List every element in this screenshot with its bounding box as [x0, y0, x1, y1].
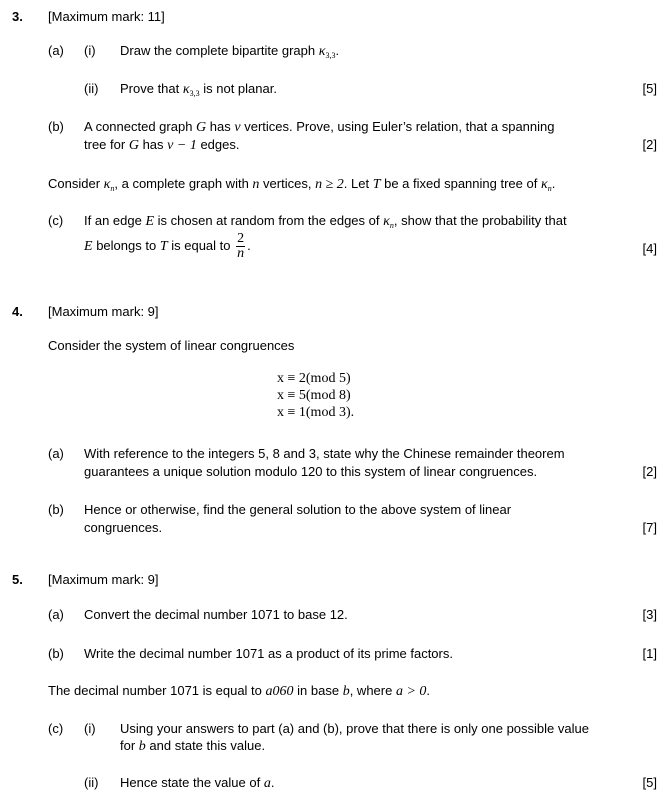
q5-c-ii-text: Hence state the value of a.: [120, 775, 275, 791]
congruence-1: x ≡ 2(mod 5): [277, 371, 351, 386]
q5-b-marks: [1]: [642, 646, 657, 661]
congruence-2: x ≡ 5(mod 8): [277, 388, 351, 403]
q5-a-label: (a): [48, 607, 64, 622]
q3-c-marks: [4]: [642, 241, 657, 256]
q3-c-line2: E belongs to T is equal to $\frac{2}{n}$ .: [84, 231, 251, 262]
q4-b-marks: [7]: [642, 520, 657, 535]
q4-intro: Consider the system of linear congruences: [48, 338, 295, 353]
q3-b-marks: [2]: [642, 137, 657, 152]
q3-a-ii-text: Prove that $\kappa_{3,3}$ is not planar.: [120, 81, 277, 98]
q5-statement: The decimal number 1071 is equal to a060 in base b, where a > 0.: [48, 683, 431, 699]
q5-b-label: (b): [48, 646, 64, 661]
q3-a-label: (a): [48, 43, 64, 58]
q5-b-text: Write the decimal number 1071 as a product of its prime factors.: [84, 646, 453, 661]
q5-number: 5.: [12, 572, 23, 587]
q5-a-marks: [3]: [642, 607, 657, 622]
q5-c-i-line1: Using your answers to part (a) and (b), prove that there is only one possible value: [120, 721, 589, 736]
q4-b-label: (b): [48, 502, 64, 517]
q5-c-marks: [5]: [642, 775, 657, 790]
q5-a-text: Convert the decimal number 1071 to base 12.: [84, 607, 348, 622]
q5-max-mark: [Maximum mark: 9]: [48, 572, 159, 587]
q4-a-line2: guarantees a unique solution modulo 120 to this system of linear congruences.: [84, 464, 538, 479]
q3-consider-statement: Consider $\kappa_n$, a complete graph with n vertices, n ≥ 2. Let T be a fixed spanning tree of $\kappa_n$.: [48, 176, 556, 193]
q3-number: 3.: [12, 9, 23, 24]
q3-b-line1: A connected graph G has v vertices. Prove, using Euler’s relation, that a spanning: [84, 119, 555, 135]
q3-a-i-text: Draw the complete bipartite graph $\kappa_{3,3}$.: [120, 43, 340, 60]
q3-c-line1: If an edge E is chosen at random from the edges of $\kappa_n$, show that the probability that: [84, 213, 567, 230]
q4-a-line1: With reference to the integers 5, 8 and 3, state why the Chinese remainder theorem: [84, 446, 565, 461]
q3-b-label: (b): [48, 119, 64, 134]
q3-b-line2: tree for G has v − 1 edges.: [84, 137, 240, 153]
q4-b-line2: congruences.: [84, 520, 163, 535]
q5-c-i-label: (i): [84, 721, 96, 736]
congruence-3: x ≡ 1(mod 3).: [277, 405, 355, 420]
fraction-2-over-n: $\frac{2}{n}$: [237, 231, 245, 262]
q3-a-ii-label: (ii): [84, 81, 99, 96]
q3-c-label: (c): [48, 213, 64, 228]
q4-max-mark: [Maximum mark: 9]: [48, 304, 159, 319]
q4-number: 4.: [12, 304, 23, 319]
q4-a-label: (a): [48, 446, 64, 461]
q3-a-i-label: (i): [84, 43, 96, 58]
q4-b-line1: Hence or otherwise, find the general solution to the above system of linear: [84, 502, 512, 517]
q5-c-i-line2: for b and state this value.: [120, 738, 266, 754]
q3-a-marks: [5]: [642, 81, 657, 96]
q3-max-mark: [Maximum mark: 11]: [48, 9, 165, 24]
q5-c-ii-label: (ii): [84, 775, 99, 790]
q5-c-label: (c): [48, 721, 64, 736]
q4-a-marks: [2]: [642, 464, 657, 479]
